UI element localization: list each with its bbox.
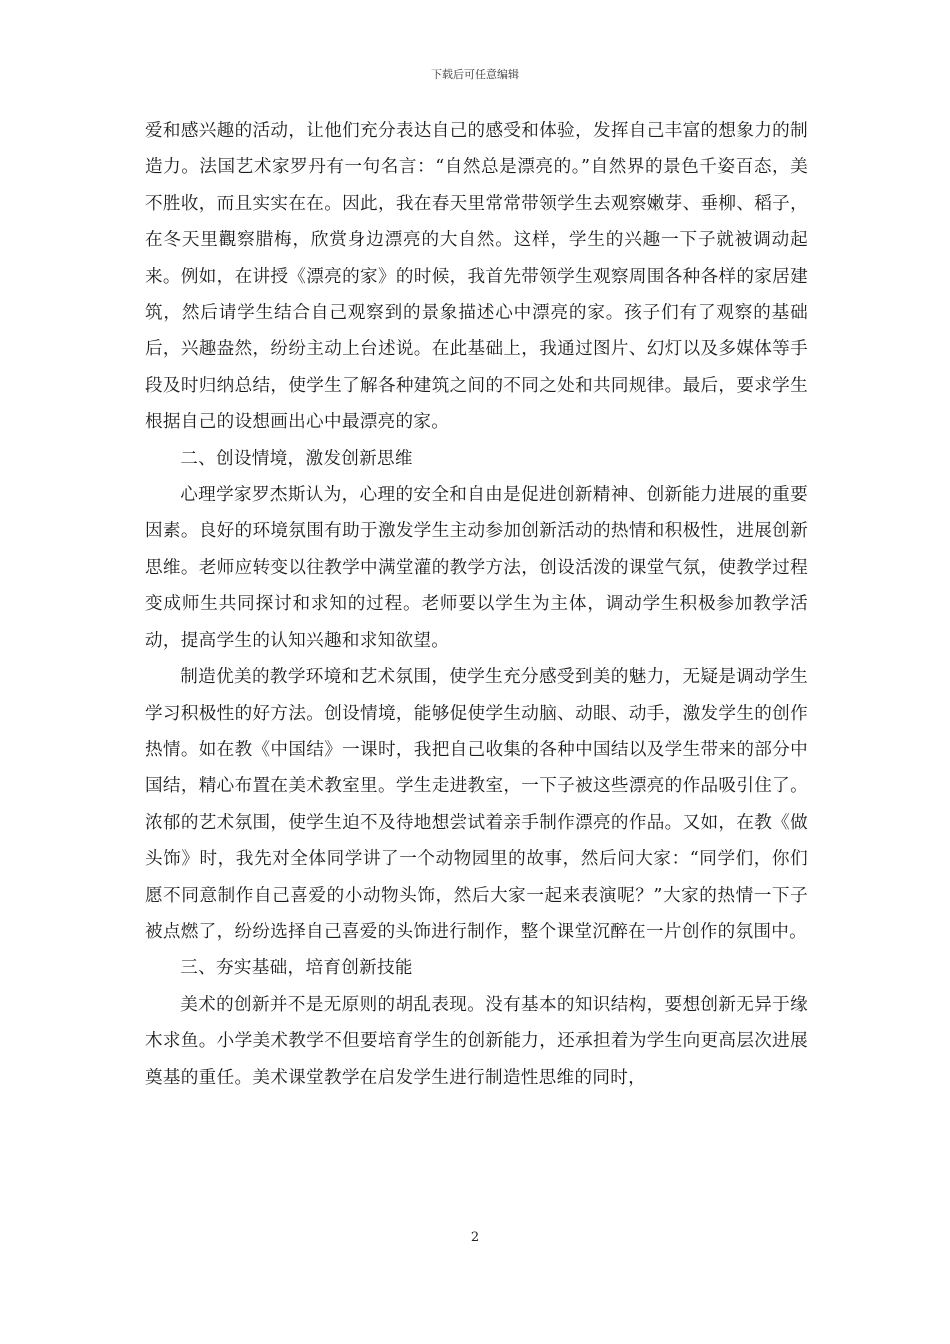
running-header: 下载后可任意编辑 — [431, 68, 519, 81]
page-number: 2 — [470, 1230, 480, 1245]
paragraph: 制造优美的教学环境和艺术氛围，使学生充分感受到美的魅力，无疑是调动学生学习积极性的好方法。创设情境，能够促使学生动脑、动眼、动手，激发学生的创作热情。如在教《中国结》一课时，我把自己收集的各种中国结以及学生带来的部分中国结，精心布置在美术教室里。学生走进教室，一下子被这些漂亮的作品吸引住了。浓郁的艺术氛围，使学生迫不及待地想尝试着亲手制作漂亮的作品。又如，在教《做头饰》时，我先对全体同学讲了一个动物园里的故事，然后问大家：“同学们，你们愿不同意制作自己喜爱的小动物头饰，然后大家一起来表演呢？”大家的热情一下子被点燃了，纷纷选择自己喜爱的头饰进行制作，整个课堂沉醉在一片创作的氛围中。 — [145, 667, 808, 942]
body-text — [145, 113, 808, 1096]
section-heading-2: 二、创设情境，激发创新思维 — [180, 448, 413, 469]
paragraph: 心理学家罗杰斯认为，心理的安全和自由是促进创新精神、创新能力进展的重要因素。良好的环境氛围有助于激发学生主动参加创新活动的热情和积极性，进展创新思维。老师应转变以往教学中满堂灌的教学方法，创设活泼的课堂气氛，使教学过程变成师生共同探讨和求知的过程。老师要以学生为主体，调动学生积极参加教学活动，提高学生的认知兴趣和求知欲望。 — [145, 485, 808, 651]
paragraph-continuation: 爱和感兴趣的活动，让他们充分表达自己的感受和体验，发挥自己丰富的想象力的制造力。法国艺术家罗丹有一句名言：“自然总是漂亮的。”自然界的景色千姿百态，美不胜收，而且实实在在。因此，我在春天里常常带领学生去观察嫩芽、垂柳、稻子，在冬天里觀察腊梅，欣赏身边漂亮的大自然。这样，学生的兴趣一下子就被调动起来。例如，在讲授《漂亮的家》的时候，我首先带领学生观察周围各种各样的家居建筑，然后请学生结合自己观察到的景象描述心中漂亮的家。孩子们有了观察的基础后，兴趣盎然，纷纷主动上台述说。在此基础上，我通过图片、幻灯以及多媒体等手段及时归纳总结，使学生了解各种建筑之间的不同之处和共同规律。最后，要求学生根据自己的设想画出心中最漂亮的家。 — [145, 121, 808, 433]
section-heading-3: 三、夯实基础，培育创新技能 — [180, 958, 413, 979]
paragraph: 美术的创新并不是无原则的胡乱表现。没有基本的知识结构，要想创新无异于缘木求鱼。小学美术教学不但要培育学生的创新能力，还承担着为学生向更高层次进展奠基的重任。美术课堂教学在启发学生进行制造性思维的同时， — [145, 994, 808, 1088]
